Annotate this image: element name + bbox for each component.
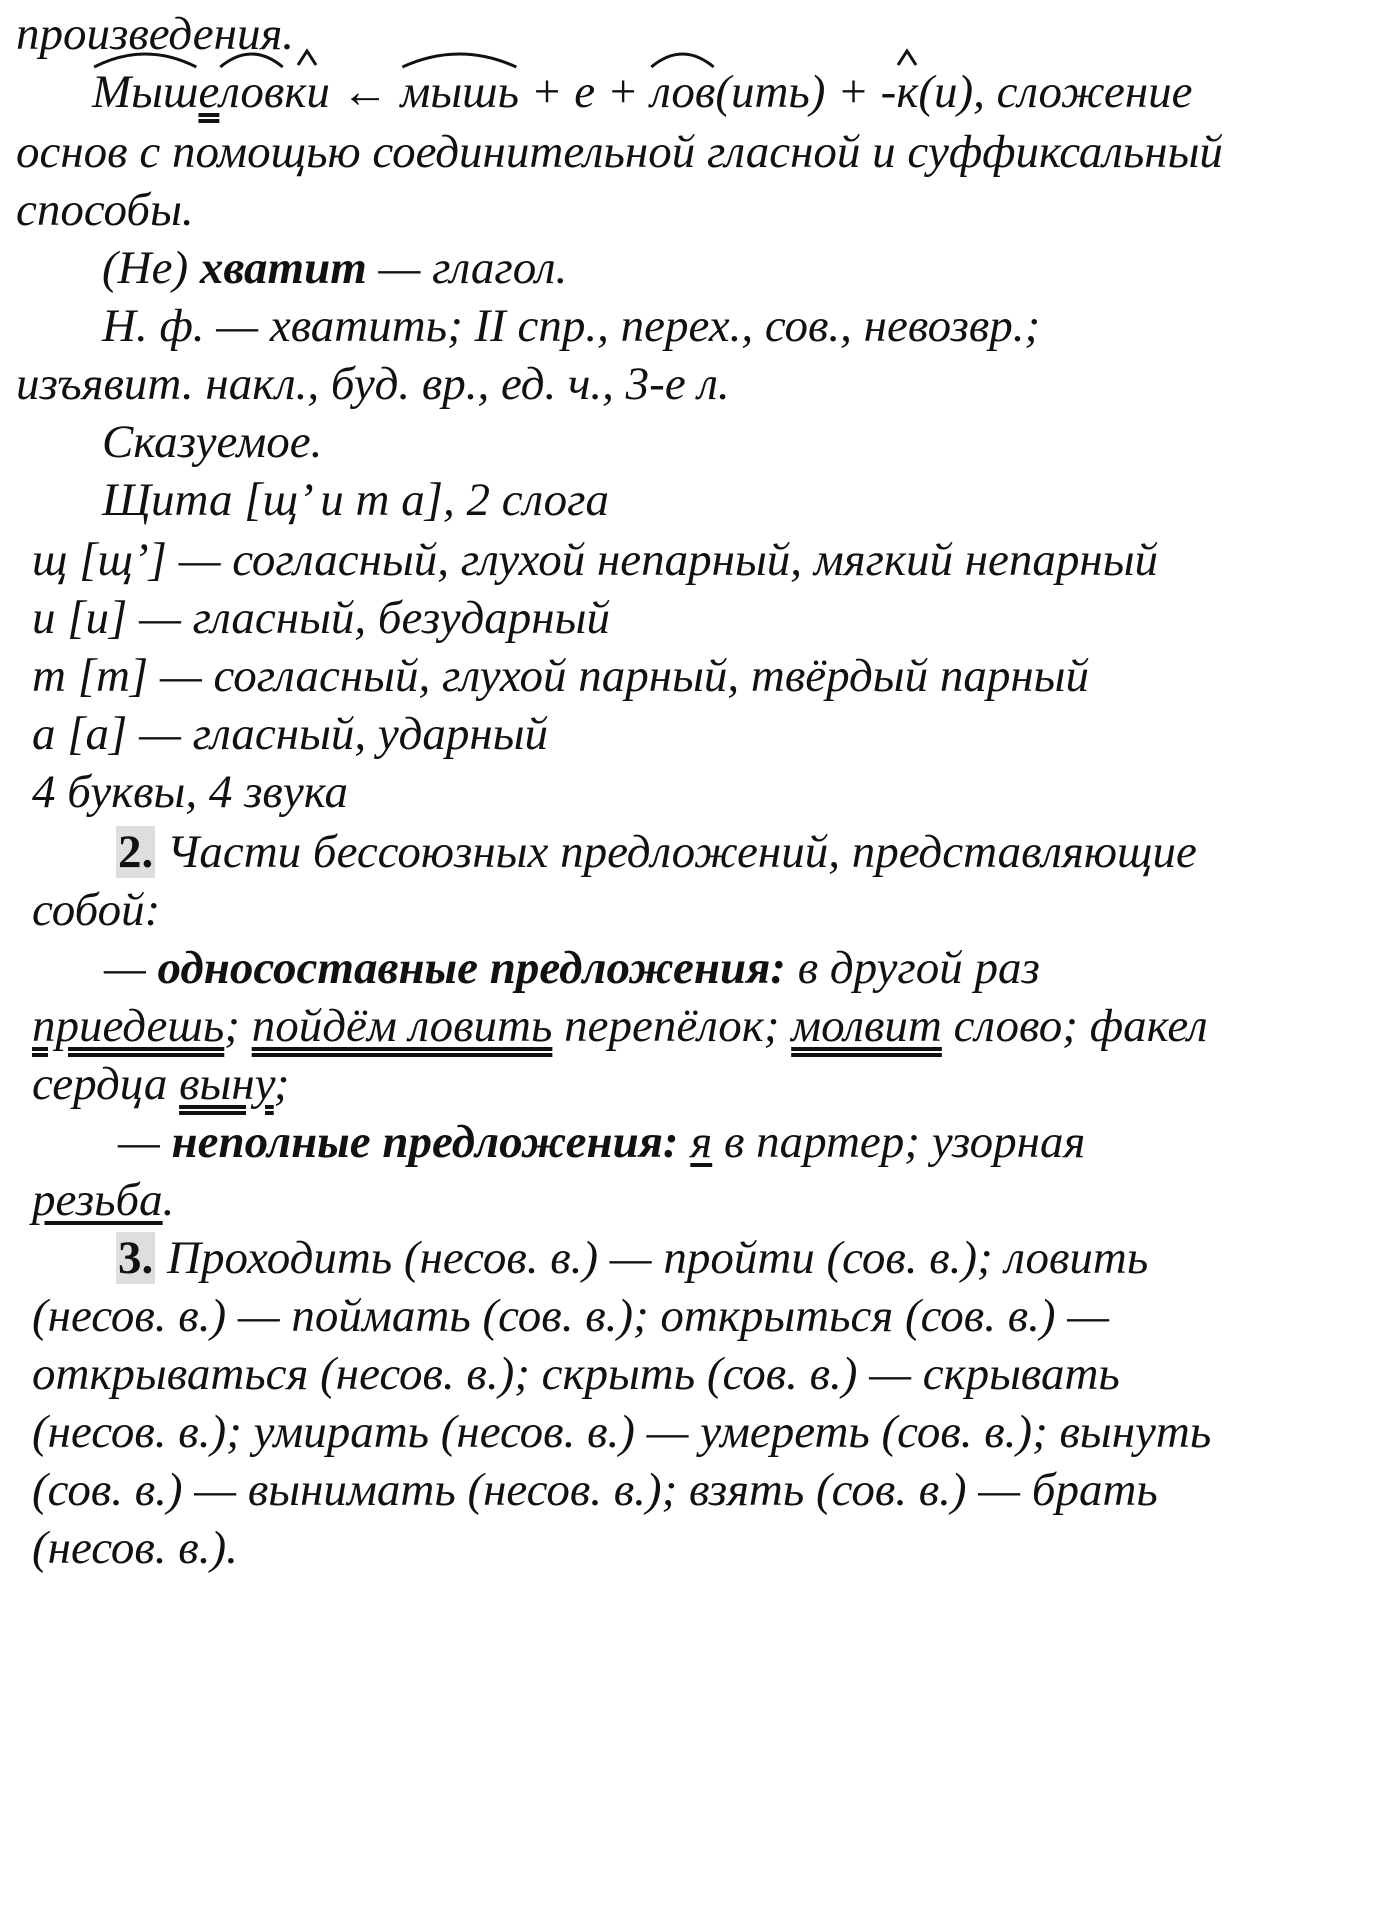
text: Части бессоюзных предложений, представляющие xyxy=(155,826,1197,878)
text: (несов. в.). xyxy=(32,1522,238,1574)
text: ; xyxy=(224,1000,252,1052)
root-text: мышь xyxy=(400,66,520,118)
text: + е + xyxy=(519,66,651,118)
predicate-text: молвит xyxy=(791,1000,942,1052)
text xyxy=(679,1116,691,1168)
text: в партер; узорная xyxy=(712,1116,1086,1168)
text: т [т] — согласный, глухой парный, твёрдый парный xyxy=(32,650,1089,702)
text: (ить) + - xyxy=(715,66,897,118)
text: щ [щ’] — согласный, глухой непарный, мягкий непарный xyxy=(32,534,1159,586)
text: Щита [щ’ и т а], 2 слога xyxy=(102,474,609,526)
bold-term: односоставные предложения: xyxy=(157,942,786,994)
task-number: 3. xyxy=(118,1232,154,1284)
root-text: лов xyxy=(650,66,716,118)
text: собой: xyxy=(32,884,161,936)
bold-term: неполные предложения: xyxy=(171,1116,679,1168)
text: изъявит. накл., буд. вр., ед. ч., 3-е л. xyxy=(16,358,730,410)
task-heading-line xyxy=(116,817,1197,887)
text-line xyxy=(118,1107,1085,1177)
text: — xyxy=(104,942,158,994)
text: и [и] — гласный, безударный xyxy=(32,592,610,644)
text: (несов. в.); умирать (несов. в.) — умереть (сов. в.); вынуть xyxy=(32,1406,1212,1458)
text: Проходить (несов. в.) — пройти (сов. в.); ловить xyxy=(155,1232,1149,1284)
text: Н. ф. — хватить; II спр., перех., сов., невозвр.; xyxy=(102,300,1041,352)
text: (сов. в.) — вынимать (несов. в.); взять (сов. в.) — брать xyxy=(32,1464,1158,1516)
subject-text: резьба xyxy=(32,1174,163,1226)
suffix-hat-icon xyxy=(296,49,318,67)
predicate-text: приедешь xyxy=(32,1000,225,1052)
connecting-vowel: е xyxy=(198,66,220,118)
suffix-text: к xyxy=(896,66,919,118)
text: основ с помощью соединительной гласной и суффиксальный xyxy=(16,126,1223,178)
text: способы. xyxy=(16,184,194,236)
predicate-text: выну xyxy=(179,1058,274,1110)
arc-icon xyxy=(650,47,715,69)
text: (несов. в.) — поймать (сов. в.); открыться (сов. в.) — xyxy=(32,1290,1110,1342)
arrow-text: ← xyxy=(329,66,401,118)
text: ; xyxy=(273,1058,290,1110)
text: слово; факел xyxy=(941,1000,1208,1052)
text: (и), сложение xyxy=(918,66,1193,118)
suffix-text: ки xyxy=(284,66,330,118)
suffix-hat-icon xyxy=(896,49,918,67)
text: открываться (несов. в.); скрыть (сов. в.) — скрывать xyxy=(32,1348,1120,1400)
root-text: Мыш xyxy=(92,66,199,118)
text: перепёлок; xyxy=(552,1000,792,1052)
subject-text: я xyxy=(690,1116,713,1168)
text: а [а] — гласный, ударный xyxy=(32,708,549,760)
text: в другой раз xyxy=(785,942,1040,994)
arc-icon xyxy=(219,47,284,69)
task-number: 2. xyxy=(118,826,154,878)
text-line xyxy=(32,1513,238,1583)
text: произведения. xyxy=(16,8,295,60)
text-line xyxy=(16,117,1223,187)
predicate-text: пойдём ловить xyxy=(251,1000,553,1052)
text: 4 буквы, 4 звука xyxy=(32,766,349,818)
root-text: лов xyxy=(219,66,285,118)
arc-icon xyxy=(92,47,198,69)
text: — глагол. xyxy=(366,242,568,294)
text: (Не) xyxy=(102,242,200,294)
text: сердца xyxy=(32,1058,180,1110)
text: — xyxy=(118,1116,172,1168)
arc-icon xyxy=(400,47,519,69)
text: . xyxy=(162,1174,175,1226)
text: Сказуемое. xyxy=(102,416,323,468)
bold-term: хватит xyxy=(199,242,367,294)
